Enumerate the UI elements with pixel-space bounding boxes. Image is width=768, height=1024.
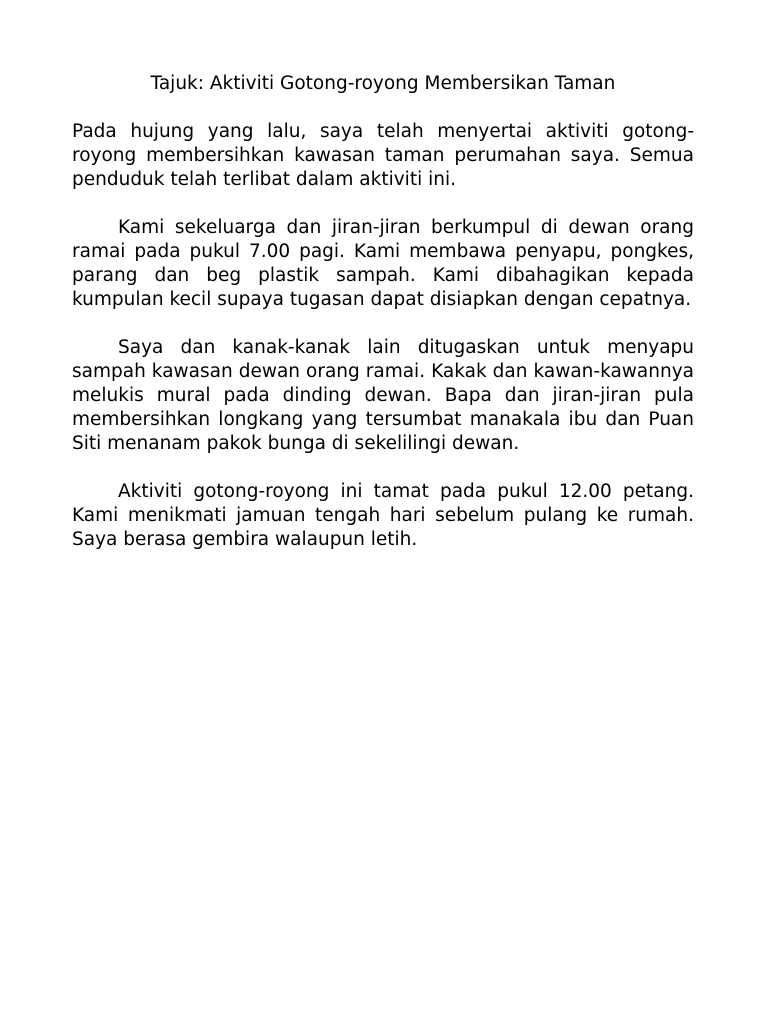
paragraph-4: Aktiviti gotong-royong ini tamat pada pukul 12.00 petang. Kami menikmati jamuan tengah hari sebelum pulang ke rumah. Saya berasa gembira walaupun letih. — [72, 481, 694, 550]
document-title: Tajuk: Aktiviti Gotong-royong Membersikan Taman — [150, 73, 616, 94]
paragraph-2: Kami sekeluarga dan jiran-jiran berkumpul di dewan orang ramai pada pukul 7.00 pagi. Kami membawa penyapu, pongkes, parang dan beg plastik sampah. Kami dibahagikan kepada kumpulan kecil supaya tugasan dapat disiapkan dengan cepatnya. — [72, 217, 694, 310]
paragraph-1: Pada hujung yang lalu, saya telah menyertai aktiviti gotong-royong membersihkan kawasan taman perumahan saya. Semua penduduk telah terlibat dalam aktiviti ini. — [72, 121, 694, 190]
document-page — [72, 72, 694, 576]
paragraph-3: Saya dan kanak-kanak lain ditugaskan untuk menyapu sampah kawasan dewan orang ramai. Kakak dan kawan-kawannya melukis mural pada dinding dewan. Bapa dan jiran-jiran pula membersihkan longkang yang tersumbat manakala ibu dan Puan Siti menanam pakok bunga di sekelilingi dewan. — [72, 337, 694, 454]
